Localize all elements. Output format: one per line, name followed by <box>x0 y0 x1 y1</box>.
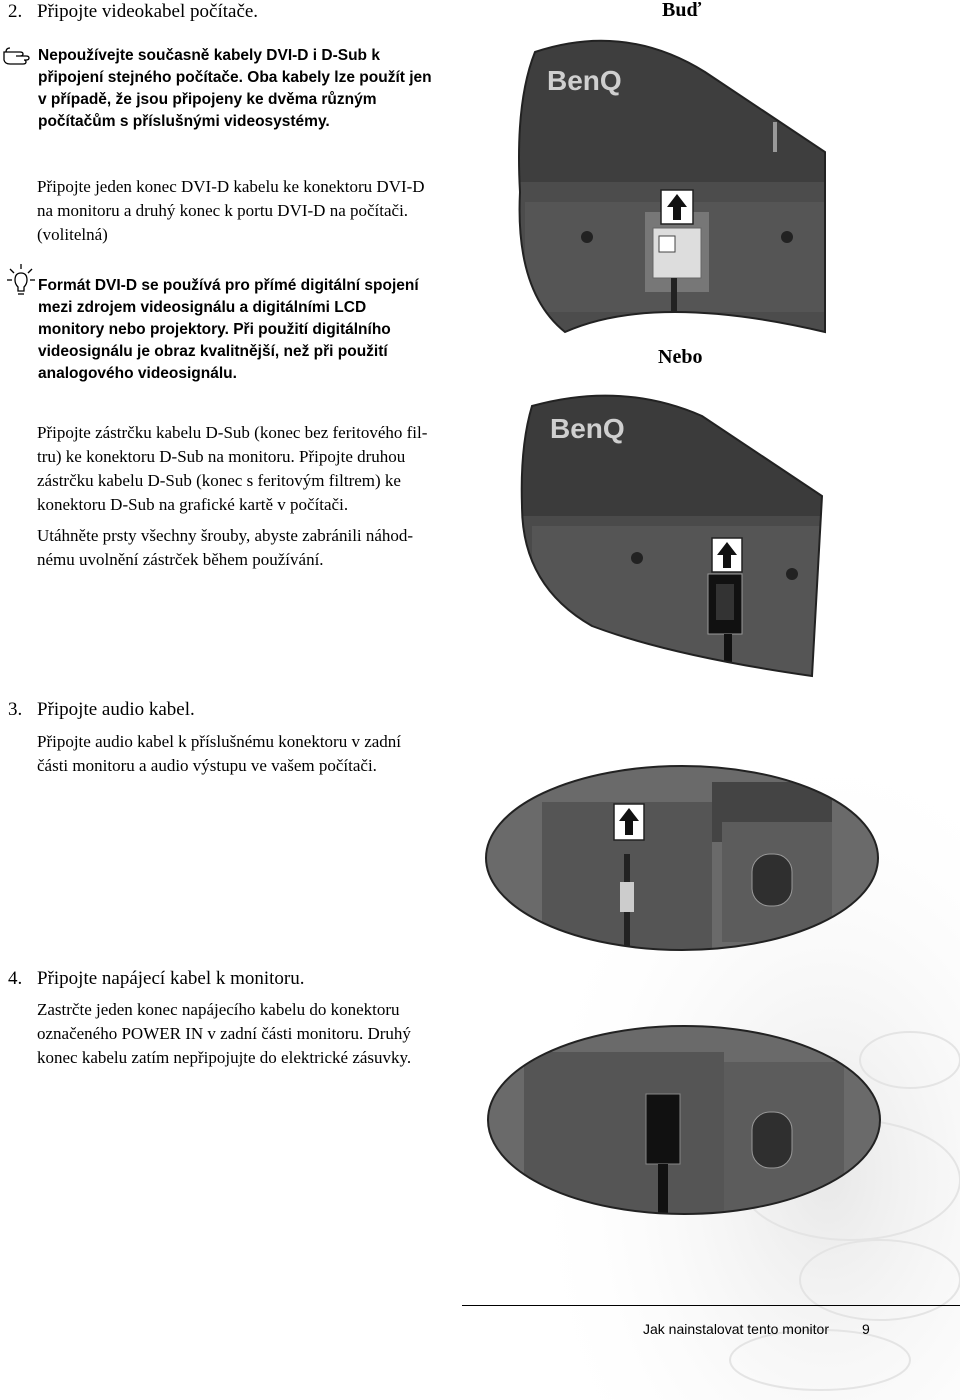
dsub-line: konektoru D-Sub na grafické kartě v počítači. <box>37 495 349 514</box>
power-connection-illustration <box>484 1022 884 1222</box>
benq-logo: BenQ <box>547 65 622 96</box>
dsub-line: tru) ke konektoru D-Sub na monitoru. Připojte druhou <box>37 447 406 466</box>
note-line: Nepoužívejte současně kabely DVI-D i D-Sub k <box>38 47 380 64</box>
step-4-heading <box>8 967 305 991</box>
step-3-number: 3. <box>8 699 23 720</box>
audio-connection-illustration <box>482 762 882 957</box>
dvi-connection-illustration <box>505 32 835 342</box>
note-block <box>38 45 508 133</box>
benq-logo: BenQ <box>550 413 625 444</box>
audio-line: části monitoru a audio výstupu ve vašem počítači. <box>37 756 377 775</box>
page-number: 9 <box>862 1321 870 1337</box>
dvi-instructions <box>37 175 517 247</box>
step-2-title: Připojte videokabel počítače. <box>37 1 259 22</box>
note-line: v případě, že jsou připojeny ke dvěma různým <box>38 91 377 108</box>
dsub-instructions <box>37 421 517 517</box>
note-line: připojení stejného počítače. Oba kabely lze použít jen <box>38 69 432 86</box>
lightbulb-icon <box>6 262 36 298</box>
audio-line: Připojte audio kabel k příslušnému konektoru v zadní <box>37 732 402 751</box>
tip-block <box>38 275 518 385</box>
step-3-title: Připojte audio kabel. <box>37 699 195 720</box>
power-line: konec kabelu zatím nepřipojujte do elektrické zásuvky. <box>37 1048 412 1067</box>
label-either: Buď <box>662 0 702 21</box>
dvi-line: Připojte jeden konec DVI-D kabelu ke konektoru DVI-D <box>37 177 425 196</box>
tip-line: analogového videosignálu. <box>38 365 237 382</box>
step-2-heading <box>8 0 258 24</box>
label-or: Nebo <box>658 346 703 368</box>
note-line: počítačům s příslušnými videosystémy. <box>38 113 330 130</box>
power-line: Zastrčte jeden konec napájecího kabelu do konektoru <box>37 1000 400 1019</box>
footer-rule <box>462 1305 960 1306</box>
tip-line: mezi zdrojem videosignálu a digitálními LCD <box>38 299 367 316</box>
tip-line: monitory nebo projektory. Při použití digitálního <box>38 321 391 338</box>
dvi-line: (volitelná) <box>37 225 108 244</box>
dvi-line: na monitoru a druhý konec k portu DVI-D na počítači. <box>37 201 409 220</box>
audio-instructions <box>37 730 517 778</box>
step-4-number: 4. <box>8 968 23 989</box>
tip-line: videosignálu je obraz kvalitnější, než při použití <box>38 343 388 360</box>
step-3-heading <box>8 698 195 722</box>
pointing-hand-icon <box>2 44 32 66</box>
power-instructions <box>37 998 517 1070</box>
screw-line: Utáhněte prsty všechny šrouby, abyste zabránili náhod- <box>37 526 414 545</box>
footer-section-title: Jak nainstalovat tento monitor <box>643 1321 829 1337</box>
tip-line: Formát DVI-D se používá pro přímé digitální spojení <box>38 277 419 294</box>
step-4-title: Připojte napájecí kabel k monitoru. <box>37 968 305 989</box>
power-line: označeného POWER IN v zadní části monitoru. Druhý <box>37 1024 411 1043</box>
step-2-number: 2. <box>8 1 23 22</box>
screw-instructions <box>37 524 517 572</box>
dsub-connection-illustration <box>512 386 832 686</box>
screw-line: nému uvolnění zástrček během používání. <box>37 550 324 569</box>
dsub-line: Připojte zástrčku kabelu D-Sub (konec bez feritového fil- <box>37 423 428 442</box>
dsub-line: zástrčku kabelu D-Sub (konec s feritovým filtrem) ke <box>37 471 401 490</box>
